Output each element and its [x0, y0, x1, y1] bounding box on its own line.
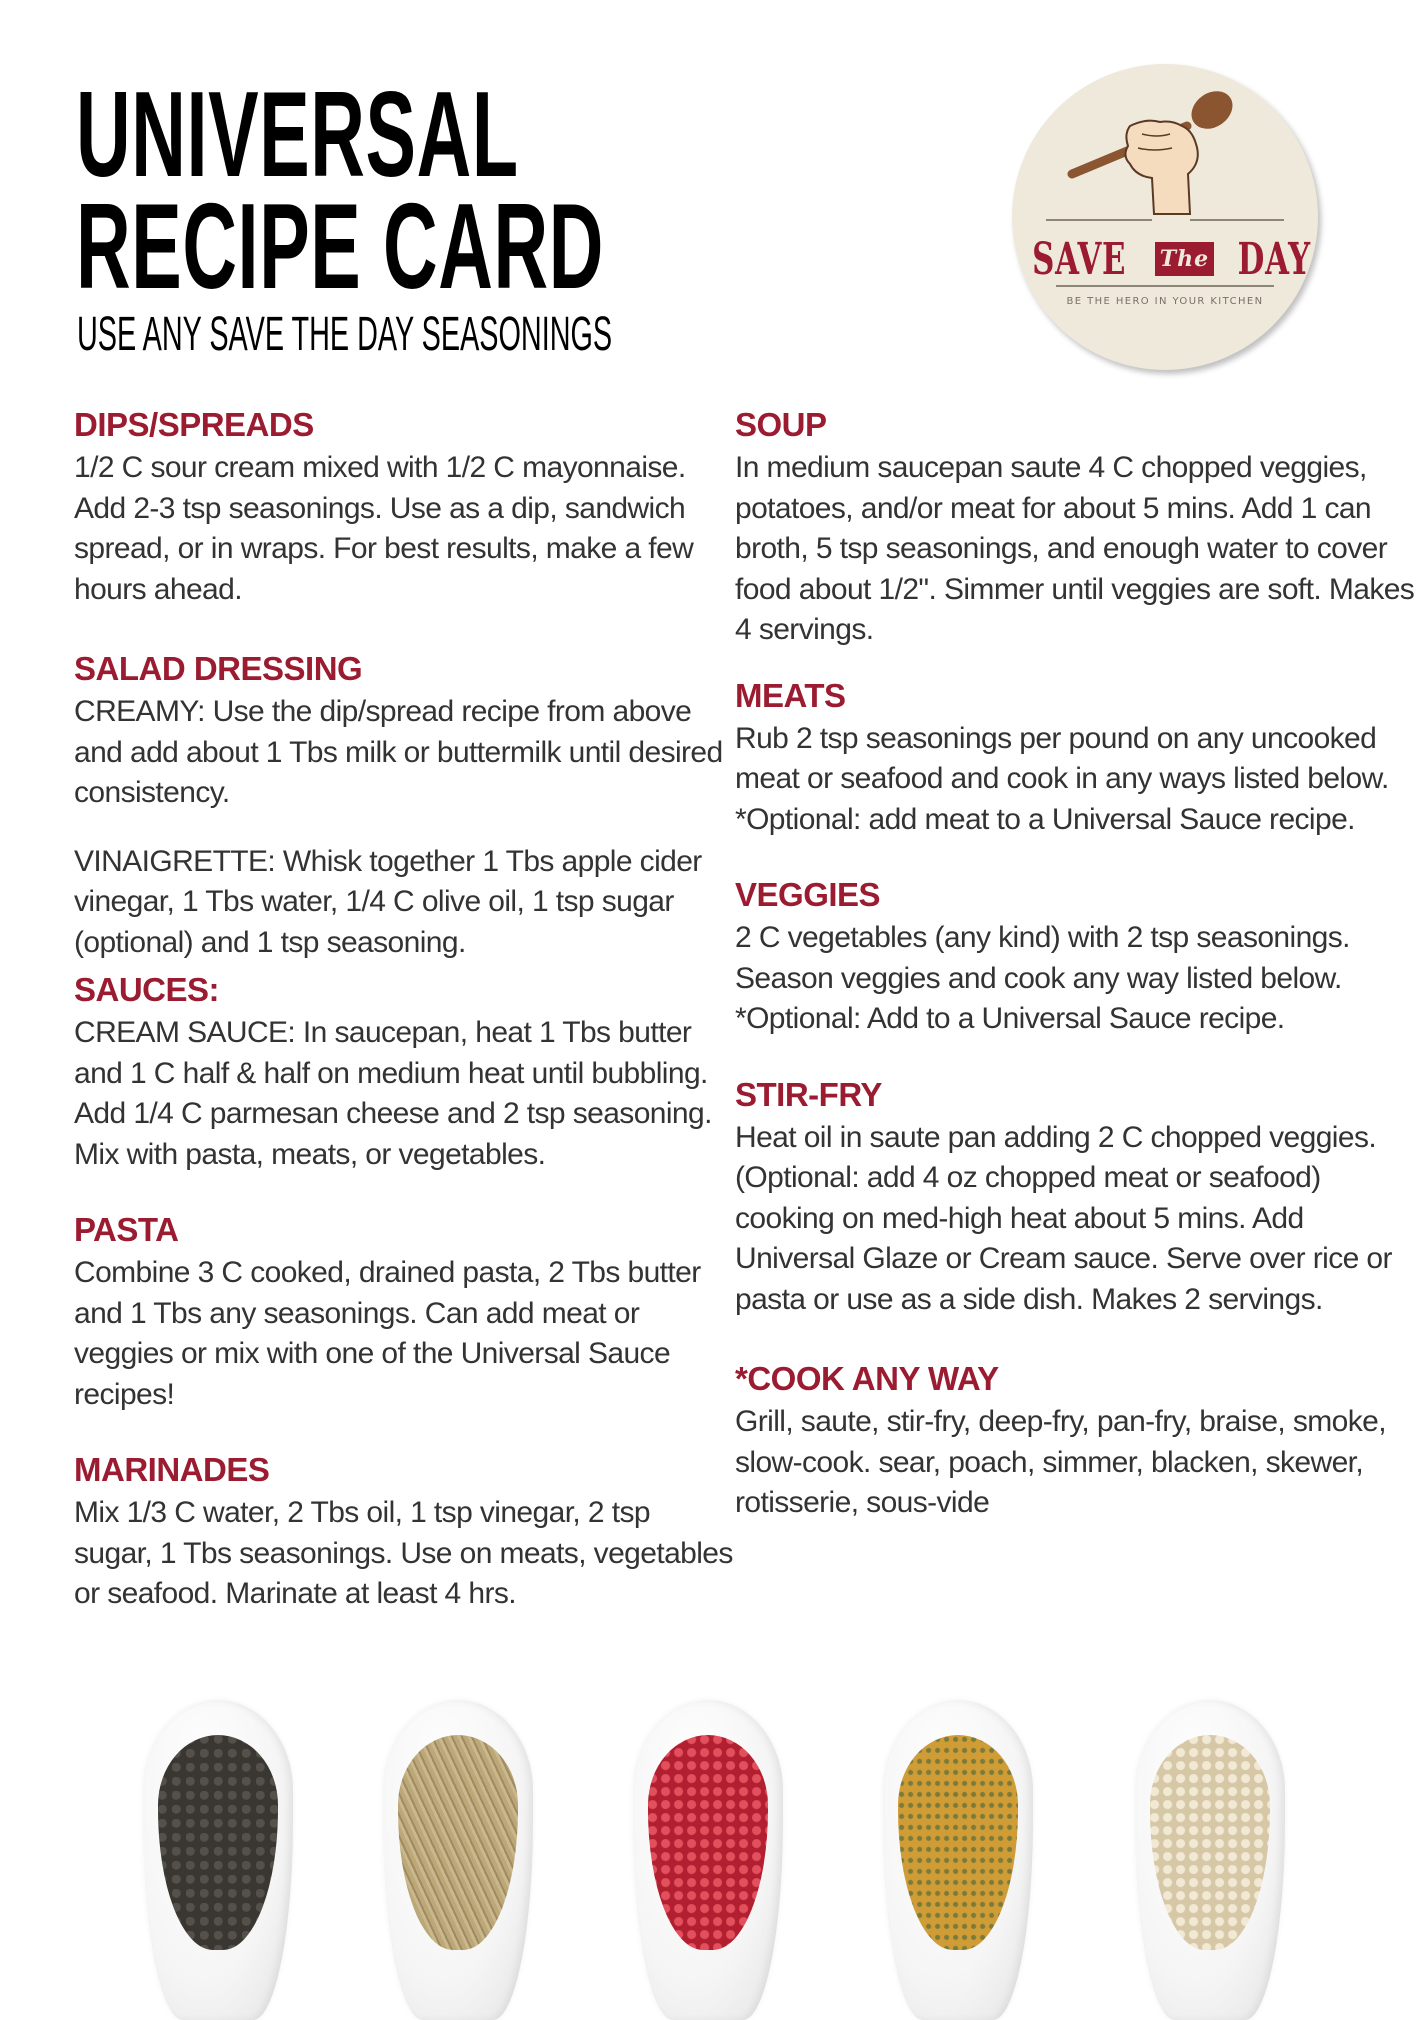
spoon-seasoning-blend-icon — [883, 1700, 1033, 2020]
cumin-seeds-icon — [398, 1735, 518, 1950]
section-heading: MARINADES — [74, 1451, 270, 1488]
section-soup — [735, 402, 1415, 651]
section-text: Combine 3 C cooked, drained pasta, 2 Tbs butter and 1 Tbs any seasonings. Can add meat or veggies or mix with one of the Universal Sauce recipes! — [74, 1256, 701, 1411]
right-column — [735, 402, 1415, 1524]
section-marinades — [74, 1447, 734, 1615]
section-heading: DIPS/SPREADS — [74, 406, 314, 443]
section-heading: MEATS — [735, 676, 846, 714]
title-line-1: UNIVERSAL — [76, 66, 519, 202]
section-meats — [735, 673, 1415, 841]
logo-brand-day: DAY — [1238, 234, 1312, 285]
black-peppercorns-icon — [158, 1735, 278, 1950]
logo-brand-text — [1012, 234, 1318, 285]
logo-brand-save: SAVE — [1032, 234, 1127, 285]
section-heading: STIR-FRY — [735, 1075, 882, 1113]
section-text: 1/2 C sour cream mixed with 1/2 C mayonnaise. Add 2-3 tsp seasonings. Use as a dip, sandwich spread, or in wraps. For best results, make a few hours ahead. — [74, 451, 694, 606]
page-subtitle: USE ANY SAVE THE DAY SEASONINGS — [77, 308, 613, 361]
section-cook-any-way — [735, 1356, 1415, 1524]
section-heading: PASTA — [74, 1211, 179, 1248]
spoon-pink-peppercorns-icon — [633, 1700, 783, 2020]
section-dips-spreads — [74, 402, 734, 610]
section-pasta — [74, 1207, 734, 1415]
seasoning-blend-icon — [898, 1735, 1018, 1950]
section-sauces — [74, 967, 734, 1175]
section-heading: *COOK ANY WAY — [735, 1360, 999, 1397]
page-title — [76, 66, 604, 314]
title-line-2: RECIPE CARD — [76, 178, 604, 314]
left-column — [74, 402, 734, 1615]
spice-spoons-image — [0, 1700, 1428, 2000]
save-the-day-logo — [1012, 64, 1318, 370]
white-peppercorns-icon — [1150, 1735, 1270, 1950]
spoon-black-peppercorns-icon — [143, 1700, 293, 2020]
section-stir-fry — [735, 1072, 1415, 1321]
fist-holding-wooden-spoon-icon — [1012, 64, 1318, 370]
section-text: 2 C vegetables (any kind) with 2 tsp seasonings. Season veggies and cook any way listed below. *Optional: Add to a Universal Sauce recipe. — [735, 921, 1350, 1035]
section-veggies — [735, 872, 1415, 1040]
section-heading: SOUP — [735, 406, 827, 443]
spoon-white-peppercorns-icon — [1135, 1700, 1285, 2020]
section-text: Grill, saute, stir-fry, deep-fry, pan-fry, braise, smoke, slow-cook. sear, poach, simmer, blacken, skewer, rotisserie, sous-vide — [735, 1405, 1386, 1519]
section-text: CREAM SAUCE: In saucepan, heat 1 Tbs butter and 1 C half & half on medium heat until bubbling. Add 1/4 C parmesan cheese and 2 tsp seasoning. Mix with pasta, meats, or vegetables. — [74, 1016, 712, 1171]
section-text: In medium saucepan saute 4 C chopped veggies, potatoes, and/or meat for about 5 mins. Add 1 can broth, 5 tsp seasonings, and enough water to cover food about 1/2". Simmer until veggies are soft. Makes 4 servings. — [735, 451, 1415, 646]
section-text-vinaigrette: VINAIGRETTE: Whisk together 1 Tbs apple cider vinegar, 1 Tbs water, 1/4 C olive oil, 1 tsp sugar (optional) and 1 tsp seasoning. — [74, 844, 702, 959]
section-text: Heat oil in saute pan adding 2 C chopped veggies. (Optional: add 4 oz chopped meat or seafood) cooking on med-high heat about 5 mins. Add Universal Glaze or Cream sauce. Serve over rice or pasta or use as a side dish. Makes 2 servings. — [735, 1120, 1392, 1316]
section-heading: SAUCES: — [74, 971, 220, 1008]
section-text-creamy: CREAMY: Use the dip/spread recipe from above and add about 1 Tbs milk or buttermilk until desired consistency. — [74, 695, 723, 809]
section-heading: VEGGIES — [735, 876, 881, 913]
logo-brand-the: The — [1155, 242, 1214, 276]
section-text: Mix 1/3 C water, 2 Tbs oil, 1 tsp vinegar, 2 tsp sugar, 1 Tbs seasonings. Use on meats, vegetables or seafood. Marinate at least 4 hrs. — [74, 1496, 733, 1610]
section-salad-dressing — [74, 646, 734, 963]
logo-tagline: BE THE HERO IN YOUR KITCHEN — [1066, 296, 1264, 307]
section-text: Rub 2 tsp seasonings per pound on any uncooked meat or seafood and cook in any ways listed below. *Optional: add meat to a Universal Sauce recipe. — [735, 721, 1389, 836]
pink-peppercorns-icon — [648, 1735, 768, 1950]
section-heading: SALAD DRESSING — [74, 650, 363, 687]
spoon-cumin-seeds-icon — [383, 1700, 533, 2020]
